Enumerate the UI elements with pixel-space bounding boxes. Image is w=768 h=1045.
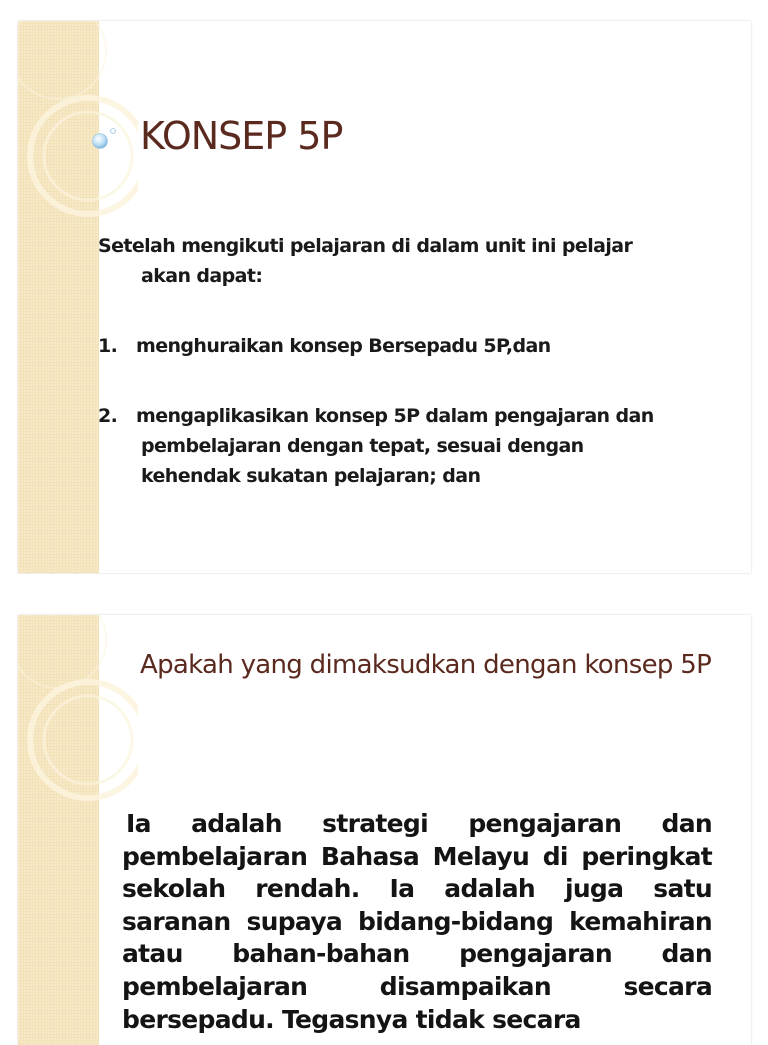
slide-title: Apakah yang dimaksudkan dengan konsep 5P [140, 650, 712, 680]
list-item-text-cont: pembelajaran dengan tepat, sesuai dengan [141, 435, 584, 457]
list-item-2 [98, 401, 738, 491]
slide-title: KONSEP 5P [140, 114, 343, 158]
intro-line-1: Setelah mengikuti pelajaran di dalam unit ini pelajar [98, 235, 633, 257]
list-item-1 [98, 331, 738, 361]
list-item-text: mengaplikasikan konsep 5P dalam pengajaran dan [136, 405, 654, 427]
decorative-side-band [18, 21, 99, 573]
slide-2 [18, 615, 751, 1045]
list-item-text-cont: kehendak sukatan pelajaran; dan [141, 465, 481, 487]
body-paragraph: Ia adalah strategi pengajaran dan pembelajaran Bahasa Melayu di peringkat sekolah rendah. Ia adalah juga satu saranan supaya bidang-bidang kemahiran atau bahan-bahan pengajaran dan pembelajaran disampaikan secara bersepadu. Tegasnya tidak secara [122, 809, 712, 1034]
decorative-side-band [18, 615, 99, 1045]
decorative-circles-icon [18, 615, 138, 1045]
list-item-number: 1. [98, 335, 118, 357]
list-item-text: menghuraikan konsep Bersepadu 5P,dan [136, 335, 551, 357]
slide-1 [18, 21, 751, 573]
intro-text [98, 231, 728, 291]
list-item-number: 2. [98, 405, 118, 427]
intro-line-2: akan dapat: [141, 265, 263, 287]
bubble-bullet-icon [90, 127, 120, 149]
